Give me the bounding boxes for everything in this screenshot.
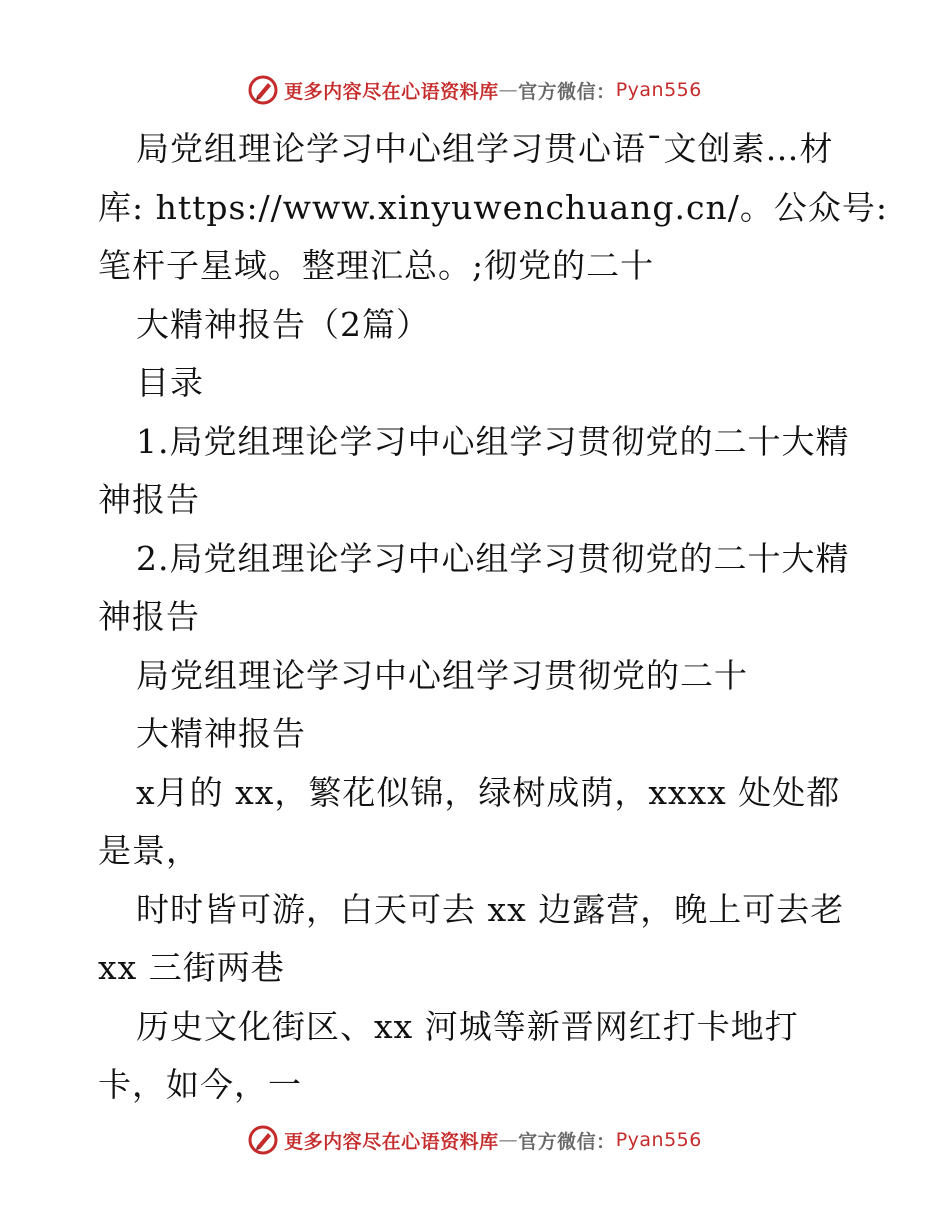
paragraph-line: 是景， [98, 831, 200, 870]
footer-banner [0, 1120, 950, 1160]
doc-line: 笔杆子星域。整理汇总。;彻党的二十 [98, 246, 655, 285]
section-title: 局党组理论学习中心组学习贯彻党的二十 [136, 655, 748, 695]
toc-heading: 目录 [136, 363, 204, 402]
banner-wechat-id: Pyan556 [615, 1129, 702, 1151]
banner-wechat-label: 官方微信： [518, 80, 616, 103]
paragraph-line: x月的 xx，繁花似锦，绿树成荫，xxxx 处处都 [136, 772, 841, 812]
document-body [98, 120, 888, 1115]
pen-logo-icon [248, 75, 278, 105]
toc-item-continued: 神报告 [98, 597, 200, 636]
pen-logo-icon [248, 1125, 278, 1155]
section-title-continued: 大精神报告 [136, 714, 306, 753]
banner-dash: — [498, 79, 519, 101]
banner-promo-text: 更多内容尽在心语资料库 [284, 1130, 499, 1153]
banner-promo-text: 更多内容尽在心语资料库 [284, 80, 499, 103]
paragraph-line: 卡，如今，一 [98, 1065, 302, 1104]
doc-title: 大精神报告（2篇） [136, 304, 430, 344]
header-banner [0, 70, 950, 110]
doc-line: 局党组理论学习中心组学习贯心语¯文创素…材 [136, 129, 834, 168]
paragraph-line: 历史文化街区、xx 河城等新晋网红打卡地打 [136, 1006, 799, 1046]
toc-item: 2.局党组理论学习中心组学习贯彻党的二十大精 [136, 538, 850, 578]
paragraph-line: 时时皆可游，白天可去 xx 边露营，晚上可去老 [136, 889, 845, 929]
toc-item: 1.局党组理论学习中心组学习贯彻党的二十大精 [136, 421, 850, 461]
toc-item-continued: 神报告 [98, 480, 200, 519]
banner-wechat-label: 官方微信： [518, 1130, 616, 1153]
paragraph-line: xx 三街两巷 [98, 948, 285, 987]
doc-line: 库: https://www.xinyuwenchuang.cn/。公众号: [98, 187, 888, 227]
banner-dash: — [498, 1129, 519, 1151]
banner-wechat-id: Pyan556 [615, 79, 702, 101]
